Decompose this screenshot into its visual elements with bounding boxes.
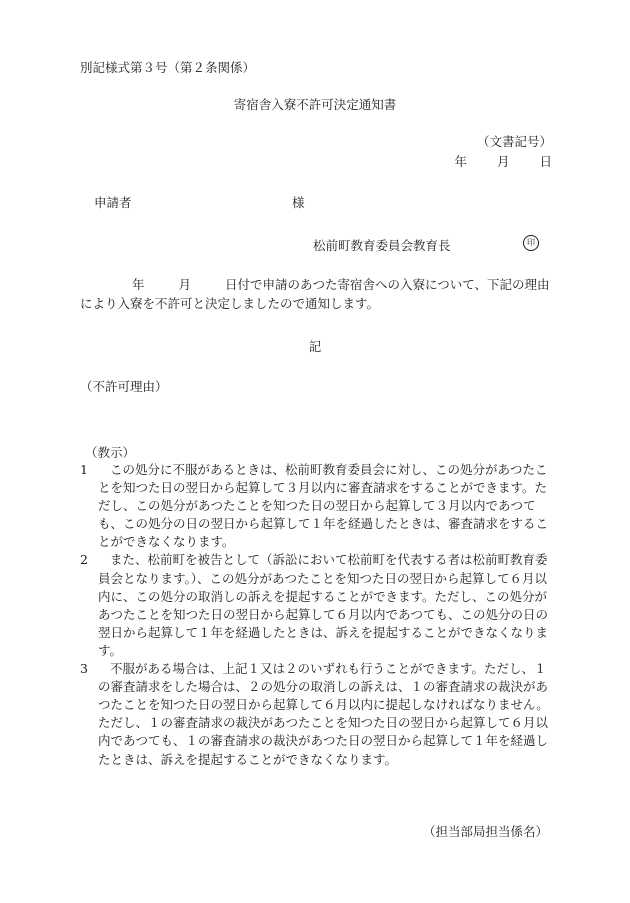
reason-label: （不許可理由）	[80, 379, 168, 394]
body-year: 年	[132, 277, 145, 292]
document-number: （文書記号）	[476, 134, 552, 149]
item-number: 2	[80, 552, 88, 568]
honorific: 様	[292, 195, 305, 210]
item-text: 不服がある場合は、上記１又は２のいずれも行うことができます。ただし、１の審査請求をした場合は、２の処分の取消しの訴えは、１の審査請求の裁決があつたことを知つた日の翌日から起算して６月以内に提起しなければなりません。ただし、１の審査請求の裁決があつたことを知つた日の翌日から起算して６月以内であつても、１の審査請求の裁決があつた日の翌日から起算して１年を経過したときは、訴えを提起することができなくなります。	[98, 661, 549, 767]
item-number: 1	[80, 462, 88, 477]
body-text: 日付で申請のあつた寄宿舎への入寮について、下記の理由により入寮を不許可と決定しましたので通知します。	[80, 277, 550, 311]
item-text: また、松前町を被告として（訴訟において松前町を代表する者は松前町教育委員会となります。）、この処分があつたことを知つた日の翌日から起算して６月以内に、この処分の取消しの訴えを提起することができます。ただし、この処分があつたことを知つた日の翌日から起算して６月以内であつても、この処分の日の翌日から起算して１年を経過したときは、訴えを提起することができなくなります。	[98, 552, 549, 658]
seal-mark: 印	[523, 235, 539, 251]
kyoji-items	[80, 461, 555, 769]
notice-body	[80, 275, 555, 313]
item-number: 3	[80, 661, 88, 677]
date-day: 日	[539, 154, 552, 169]
kyoji-item	[80, 551, 555, 660]
kyoji-label: （教示）	[85, 445, 136, 460]
kyoji-item	[80, 660, 555, 769]
body-month: 月	[178, 277, 192, 292]
form-number: 別記様式第３号（第２条関係）	[80, 60, 256, 75]
date-month: 月	[496, 154, 510, 169]
document-title: 寄宿舎入寮不許可決定通知書	[233, 97, 397, 112]
kyoji-item	[80, 461, 555, 551]
date-year: 年	[454, 154, 467, 169]
issuer: 松前町教育委員会教育長	[313, 238, 451, 253]
contact-department: （担当部局担当係名）	[422, 824, 548, 839]
ki-heading: 記	[308, 339, 322, 354]
applicant-label: 申請者	[94, 195, 132, 210]
date-line	[454, 152, 552, 170]
item-text: この処分に不服があるときは、松前町教育委員会に対し、この処分があつたことを知つた日の翌日から起算して３月以内に審査請求をすることができます。ただし、この処分があつたことを知つた日の翌日から起算して３月以内であつても、この処分の日の翌日から起算して１年を経過したときは、審査請求をすることができなくなります。	[98, 462, 549, 550]
